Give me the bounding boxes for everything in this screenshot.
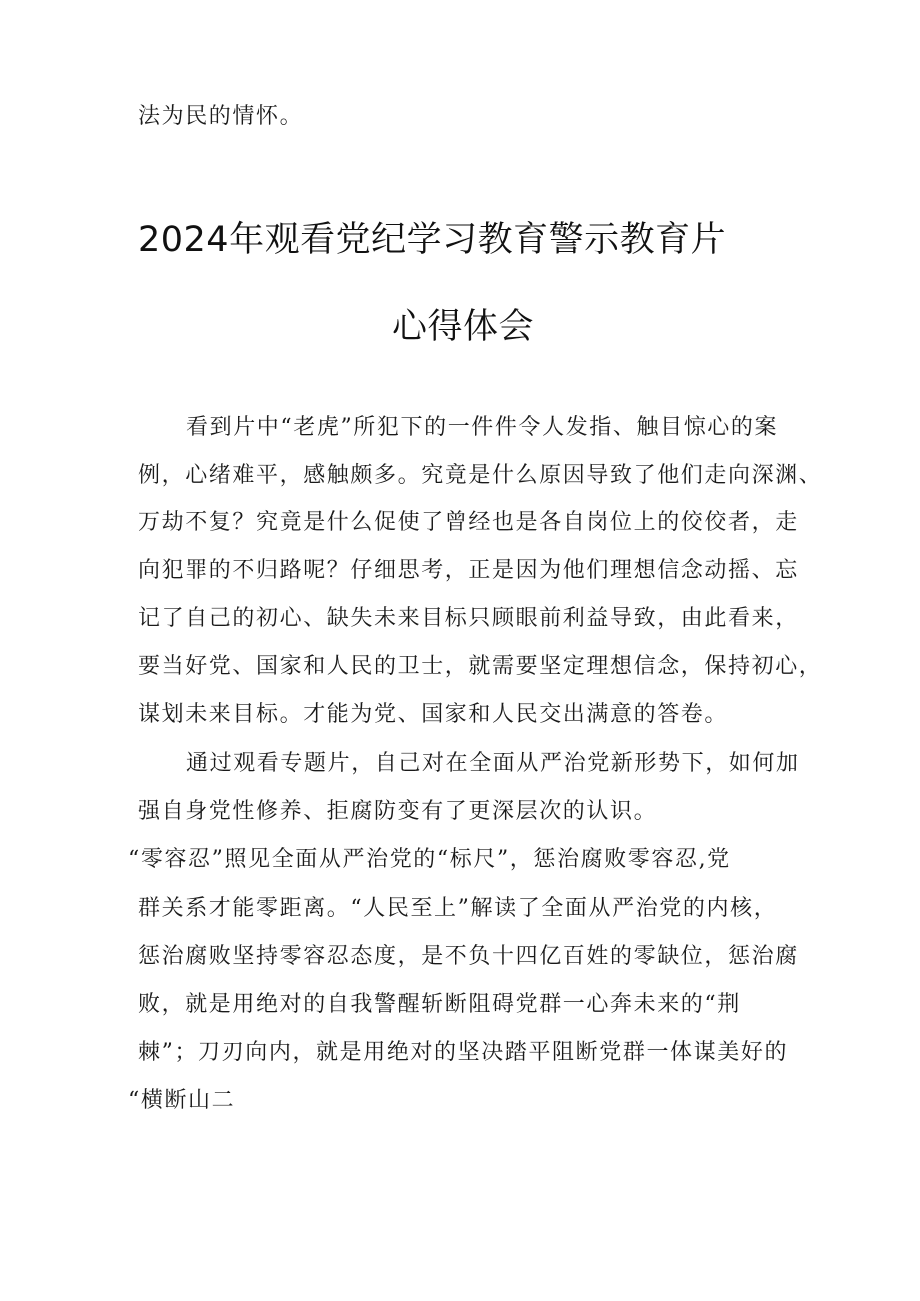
text-line: “横断山二 <box>128 1088 236 1113</box>
intro-line: 法为民的情怀。 <box>138 104 304 129</box>
text-line: “零容忍”照见全面从严治党的“标尺”，惩治腐败零容忍,党 <box>128 847 731 872</box>
text-line: 败，就是用绝对的自我警醒斩断阻碍党群一心奔未来的“荆 <box>138 992 741 1017</box>
text-line: 记了自己的初心、缺失未来目标只顾眼前利益导致，由此看来， <box>138 606 799 631</box>
text-line: 强自身党性修养、拒腐防变有了更深层次的认识。 <box>138 799 658 824</box>
text-line: 通过观看专题片，自己对在全面从严治党新形势下，如何加 <box>186 751 800 776</box>
text-line: 看到片中“老虎”所犯下的一件件令人发指、触目惊心的案 <box>186 415 779 440</box>
text-line: 万劫不复？究竟是什么促使了曾经也是各自岗位上的佼佼者，走 <box>138 510 799 535</box>
text-line: 棘”；刀刃向内，就是用绝对的坚决踏平阻断党群一体谋美好的 <box>138 1040 789 1065</box>
text-line: 谋划未来目标。才能为党、国家和人民交出满意的答卷。 <box>138 702 729 727</box>
title-line-1: 2024年观看党纪学习教育警示教育片 <box>138 220 727 260</box>
title-line-2: 心得体会 <box>392 307 535 347</box>
text-line: 群关系才能零距离。“人民至上”解读了全面从严治党的内核， <box>138 896 778 921</box>
text-line: 向犯罪的不归路呢？仔细思考，正是因为他们理想信念动摇、忘 <box>138 558 799 583</box>
text-line: 惩治腐败坚持零容忍态度，是不负十四亿百姓的零缺位，惩治腐 <box>138 944 799 969</box>
text-line: 要当好党、国家和人民的卫士，就需要坚定理想信念，保持初心， <box>138 654 823 679</box>
text-line: 例，心绪难平，感触颇多。究竟是什么原因导致了他们走向深渊、 <box>138 463 823 488</box>
